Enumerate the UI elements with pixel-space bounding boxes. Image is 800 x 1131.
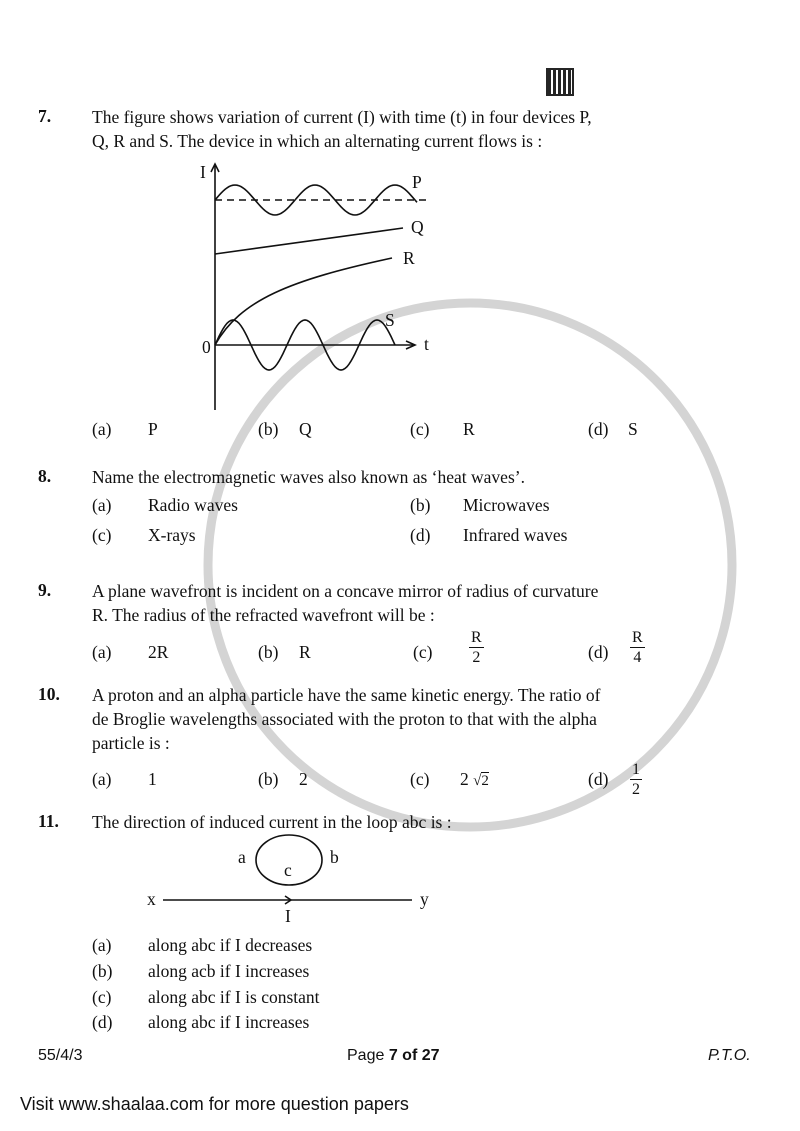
option-c[interactable]: X-rays [148,525,196,545]
option-label: (c) [413,642,433,662]
option-label: (b) [258,419,279,439]
question-text: de Broglie wavelengths associated with the proton to that with the alpha [92,709,597,729]
label-c: c [284,860,292,880]
paper-code: 55/4/3 [38,1047,83,1064]
option-d[interactable]: Infrared waves [463,525,568,545]
numerator: R [471,629,482,646]
option-a[interactable]: 1 [148,769,157,789]
qr-code-icon [548,70,572,94]
option-d[interactable]: along abc if I increases [148,1012,310,1032]
question-text: A proton and an alpha particle have the same kinetic energy. The ratio of [92,685,601,705]
curve-label-p: P [412,172,422,192]
option-a[interactable]: Radio waves [148,495,238,515]
question-text: The direction of induced current in the loop abc is : [92,812,452,832]
option-label: (b) [258,642,279,662]
option-label: (d) [588,419,609,439]
radicand: 2 [481,773,489,789]
question-number: 7. [38,106,52,126]
option-b[interactable]: along acb if I increases [148,961,310,981]
numerator: 1 [632,761,640,778]
option-label: (b) [258,769,279,789]
option-c[interactable] [469,628,484,667]
numerator: R [632,629,643,646]
option-label: (a) [92,495,112,515]
label-y: y [420,889,429,909]
option-label: (d) [588,769,609,789]
curve-r [215,258,392,345]
question-text: A plane wavefront is incident on a concave mirror of radius of curvature [92,581,599,601]
question-text: R. The radius of the refracted wavefront will be : [92,605,435,625]
label-a: a [238,847,246,867]
option-d[interactable]: S [628,419,638,439]
option-b[interactable]: R [299,642,311,662]
curve-s [215,320,395,370]
question-text: Q, R and S. The device in which an alternating current flows is : [92,131,543,151]
page-number [347,1047,440,1065]
option-label: (d) [92,1012,113,1032]
question-number: 8. [38,466,52,486]
denominator: 4 [633,649,642,666]
i-axis-arrow-icon [211,164,219,172]
current-page: 7 [388,1047,398,1064]
label-b: b [330,847,339,867]
origin-label: 0 [202,337,211,357]
label-x: x [147,889,156,909]
axis-label-t: t [424,334,429,354]
question-text: The figure shows variation of current (I) with time (t) in four devices P, [92,107,592,127]
denominator: 2 [472,649,481,666]
t-axis-arrow-icon [406,341,415,349]
option-label: (a) [92,935,112,955]
pto-label: P.T.O. [708,1047,751,1064]
curve-p [215,185,417,215]
total-pages: 27 [421,1047,440,1064]
option-label: (c) [92,525,112,545]
page-prefix: Page [347,1047,389,1064]
question-number: 10. [38,684,60,704]
option-a[interactable]: P [148,419,158,439]
coefficient: 2 [460,769,469,789]
page-of: of [397,1047,422,1064]
curve-label-r: R [403,248,415,268]
question-text: particle is : [92,733,170,753]
option-label: (b) [410,495,431,515]
option-d[interactable] [630,760,642,799]
question-text: Name the electromagnetic waves also known as ‘heat waves’. [92,467,525,487]
option-label: (c) [410,419,430,439]
option-label: (c) [410,769,430,789]
option-label: (a) [92,642,112,662]
option-a[interactable]: along abc if I decreases [148,935,313,955]
curve-q [215,228,403,254]
watermark-circle [208,303,732,827]
square-root-icon: √ [473,773,482,789]
question-number: 9. [38,580,52,600]
option-b[interactable]: 2 [299,769,308,789]
curve-label-s: S [385,310,395,330]
question-number: 11. [38,811,59,831]
option-label: (b) [92,961,113,981]
option-label: (d) [410,525,431,545]
option-c[interactable]: along abc if I is constant [148,987,320,1007]
option-a[interactable]: 2R [148,642,169,662]
option-label: (c) [92,987,112,1007]
denominator: 2 [632,781,640,798]
option-d[interactable] [630,628,645,667]
option-c[interactable]: R [463,419,475,439]
option-label: (a) [92,419,112,439]
option-b[interactable]: Microwaves [463,495,550,515]
current-arrow-icon [285,896,291,904]
axis-label-i: I [200,162,206,182]
option-label: (a) [92,769,112,789]
label-current: I [285,906,291,926]
shaalaa-banner-link[interactable]: Visit www.shaalaa.com for more question papers [20,1094,409,1114]
option-b[interactable]: Q [299,419,312,439]
curve-label-q: Q [411,217,424,237]
option-label: (d) [588,642,609,662]
option-c[interactable] [460,767,489,793]
